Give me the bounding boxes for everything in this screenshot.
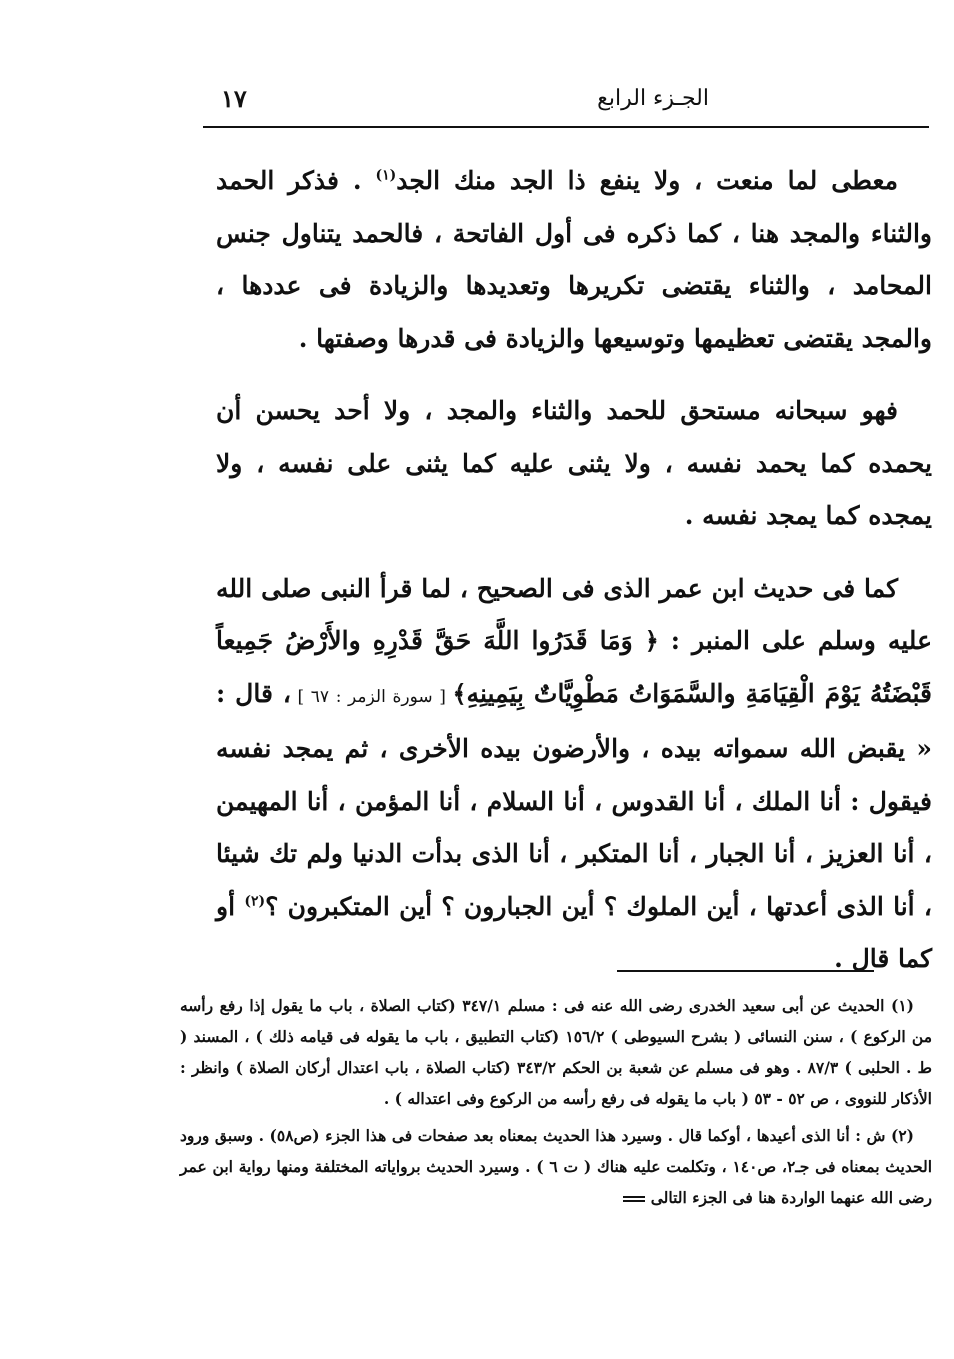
page-number: ١٧ [221, 84, 247, 113]
paragraph-1-start: معطى لما منعت ، ولا ينفع ذا الجد منك الجد [396, 166, 898, 195]
paragraph-3-rest: ، قال : « يقبض الله سمواته بيده ، والأرضون بيده الأخرى ، ثم يمجد نفسه فيقول : أنا الملك ، أنا القدوس ، أنا السلام ، أنا المؤمن ، أنا المهيمن ، أنا العزيز ، أنا الجبار ، أنا المتكبر ، أنا الذى بدأت الدنيا ولم تك شيئا ، أنا الذى أعدتها ، أين الملوك ؟ أين الجبارون ؟ أين المتكبرون ؟ [216, 678, 932, 921]
quran-open-bracket: ﴿ [644, 626, 659, 655]
footnote-2-text: (٢) ش : أنا الذى أعيدها ، أوكما قال . وسيرد هذا الحديث بمعناه بعد صفحات فى هذا الجزء (ص٥٨) . وسبق ورود الحديث بمعناه فى جـ٢، ص١٤٠ ، وتكلمت عليه هناك ( ت ٦ ) . وسيرد الحديث برواياته المختلفة ومنها رواية ابن عمر رضى الله عنهما الواردة هنا فى الجزء التالى [180, 1126, 932, 1207]
main-text [216, 155, 932, 1006]
paragraph-1 [216, 155, 932, 365]
paragraph-3 [216, 563, 932, 986]
paragraph-3-start: كما فى حديث ابن عمر الذى فى الصحيح ، لما قرأ النبى صلى الله عليه وسلم على المنبر : [216, 573, 932, 655]
continuation-mark [623, 1196, 645, 1202]
sura-reference: [ سورة الزمر : ٦٧ ] [290, 686, 453, 707]
running-head-title: الجـزء الرابع [597, 86, 709, 111]
paragraph-1-rest: . فذكر الحمد والثناء والمجد هنا ، كما ذكره فى أول الفاتحة ، فالحمد يتناول جنس المحامد ، والثناء يقتضى تكريرها وتعديدها والزيادة فى عددها ، والمجد يقتضى تعظيمها وتوسيعها والزيادة فى قدرها وصفتها . [216, 166, 932, 353]
footnote-1: (١) الحديث عن أبى سعيد الخدرى رضى الله عنه فى : مسلم ٣٤٧/١ (كتاب الصلاة ، باب ما يقول إذا رفع رأسه من الركوع ) ، سنن النسائى ( بشرح السيوطى ) ١٥٦/٢ (كتاب التطبيق ، باب ما يقوله فى قيامه ذلك ) ، المسند ( ط . الحلبى ) ٨٧/٣ . وهو فى مسلم عن شعبة بن الحكم ٣٤٣/٢ (كتاب الصلاة ، باب اعتدال أركان الصلاة ) وانظر : الأذكار للنووى ، ص ٥٢ - ٥٣ ( باب ما يقوله فى رفع رأسه من الركوع وفى اعتداله ) . [180, 996, 932, 1108]
quran-verse: وَمَا قَدَرُوا اللَّهَ حَقَّ قَدْرِهِ والأَرْضُ جَمِيعاً قَبْضَتُهُ يَوْمَ الْقِيَامَةِ والسَّمَوَاتُ مَطْوِيَّاتٌ بِيَمِينِهِ [216, 626, 932, 708]
footnotes [180, 990, 932, 1219]
quran-close-bracket: ﴾ [452, 678, 467, 708]
footnote-marker-2: (٢) [244, 893, 266, 910]
page-header [203, 78, 929, 128]
footnote-marker-1: (١) [375, 167, 397, 184]
paragraph-2: فهو سبحانه مستحق للحمد والثناء والمجد ، ولا أحد يحسن أن يحمده كما يحمد نفسه ، ولا يثنى عليه كما يثنى على نفسه ، ولا يمجده كما يمجد نفسه . [216, 396, 932, 530]
footnote-2 [180, 1120, 932, 1213]
paragraph-3-end: أو كما قال . [216, 891, 932, 973]
footnote-separator [617, 970, 874, 972]
